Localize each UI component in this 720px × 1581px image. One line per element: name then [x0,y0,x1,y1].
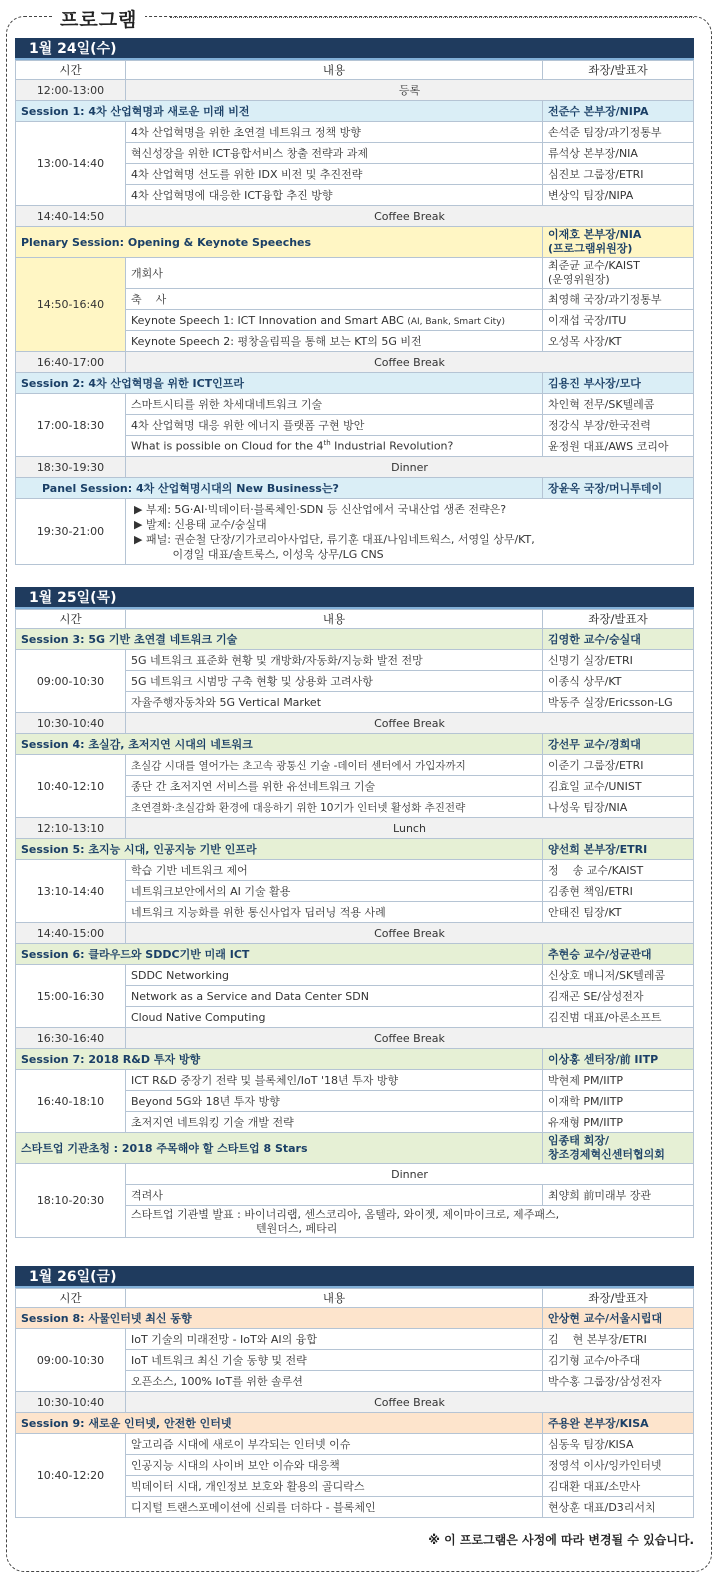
col-content-header: 내용 [126,61,543,80]
table-row: 17:00-18:30 스마트시티를 위한 차세대네트워크 기술 차인혁 전무/SK텔레콤 [16,394,694,415]
coffee-break-row: 14:40-14:50 Coffee Break [16,206,694,227]
table-row: 자율주행자동차와 5G Vertical Market 박동주 실장/Ericsson-LG [16,692,694,713]
table-row: 09:00-10:30 5G 네트워크 표준화 현황 및 개방화/자동화/지능화 발전 전망 신명기 실장/ETRI [16,650,694,671]
day-2-header: 1월 25일(목) [15,587,694,609]
session-8-row: Session 8: 사물인터넷 최신 동향 안상현 교수/서울시립대 [16,1308,694,1329]
table-row: 15:00-16:30 SDDC Networking 신상호 매니저/SK텔레콤 [16,965,694,986]
table-row: 격려사 최양희 前미래부 장관 [16,1185,694,1206]
coffee-break-row: 16:40-17:00 Coffee Break [16,352,694,373]
table-row: 13:10-14:40 학습 기반 네트워크 제어 정 송 교수/KAIST [16,860,694,881]
coffee-break-row: 10:30-10:40 Coffee Break [16,713,694,734]
col-time-header: 시간 [16,610,126,629]
day-3-block [15,1266,694,1518]
panel-session-row: Panel Session: 4차 산업혁명시대의 New Business는? 장윤옥 국장/머니투데이 [16,478,694,499]
title-divider [170,17,694,18]
session-7-row: Session 7: 2018 R&D 투자 방향 이상홍 센터장/前 IITP [16,1049,694,1070]
table-row: 초연결화·초실감화 환경에 대응하기 위한 10기가 인터넷 활성화 추진전략 나성욱 팀장/NIA [16,797,694,818]
table-row: 14:50-16:40 개회사 최준균 교수/KAIST (운영위원장) [16,258,694,289]
table-row: IoT 네트워크 최신 기술 동향 및 전략 김기형 교수/아주대 [16,1350,694,1371]
table-row: 종단 간 초저지연 서비스를 위한 유선네트워크 기술 김효일 교수/UNIST [16,776,694,797]
dinner-row: 18:30-19:30 Dinner [16,457,694,478]
col-content-header: 내용 [126,1289,543,1308]
table-row: 오픈소스, 100% IoT를 위한 솔루션 박수홍 그룹장/삼성전자 [16,1371,694,1392]
change-notice: ※ 이 프로그램은 사정에 따라 변경될 수 있습니다. [428,1533,694,1547]
coffee-break-row: 10:30-10:40 Coffee Break [16,1392,694,1413]
day-1-header: 1월 24일(수) [15,38,694,60]
table-row: 5G 네트워크 시범망 구축 현황 및 상용화 고려사항 이종식 상무/KT [16,671,694,692]
startup-session-row: 스타트업 기관초청 : 2018 주목해야 할 스타트업 8 Stars 임종태 회장/ 창조경제혁신센터협의회 [16,1133,694,1164]
table-row: 16:40-18:10 ICT R&D 중장기 전략 및 블록체인/IoT '18년 투자 방향 박현제 PM/IITP [16,1070,694,1091]
lunch-row: 12:10-13:10 Lunch [16,818,694,839]
table-row: 인공지능 시대의 사이버 보안 이슈와 대응책 정영석 이사/잉카인터넷 [16,1455,694,1476]
table-row: Keynote Speech 1: ICT Innovation and Smart ABC (AI, Bank, Smart City) 이재섭 국장/ITU [16,310,694,331]
table-row: 09:00-10:30 IoT 기술의 미래전망 - IoT와 AI의 융합 김 현 본부장/ETRI [16,1329,694,1350]
day-2-block [15,587,694,1238]
table-row: Cloud Native Computing 김진범 대표/아론소프트 [16,1007,694,1028]
session-3-row: Session 3: 5G 기반 초연결 네트워크 기술 김영한 교수/숭실대 [16,629,694,650]
col-chair-header: 좌장/발표자 [543,610,694,629]
table-row: 10:40-12:20 알고리즘 시대에 새로이 부각되는 인터넷 이슈 심동욱 팀장/KISA [16,1434,694,1455]
table-row: 네트워크보안에서의 AI 기술 활용 김종현 책임/ETRI [16,881,694,902]
session-4-row: Session 4: 초실감, 초저지연 시대의 네트워크 강선무 교수/경희대 [16,734,694,755]
day-1-block [15,38,694,565]
table-row: Keynote Speech 2: 평창올림픽을 통해 보는 KT의 5G 비전 오성목 사장/KT [16,331,694,352]
table-row: 디지털 트랜스포메이션에 신뢰를 더하다 - 블록체인 현상훈 대표/D3리서치 [16,1497,694,1518]
day-3-header: 1월 26일(금) [15,1266,694,1288]
table-row: Beyond 5G와 18년 투자 방향 이재학 PM/IITP [16,1091,694,1112]
col-time-header: 시간 [16,61,126,80]
table-row: 스타트업 기관별 발표 : 바이너리랩, 센스코리아, 옴텔라, 와이젯, 제이마이크로, 제주패스, 텐원더스, 페타리 [16,1206,694,1238]
table-row: 축 사 최영해 국장/과기정통부 [16,289,694,310]
day-2-table [15,609,694,1238]
table-row: 초저지연 네트워킹 기술 개발 전략 유재형 PM/IITP [16,1112,694,1133]
panel-details: ▶ 부제: 5G·AI·빅데이터·블록체인·SDN 등 신산업에서 국내산업 생존 전략은? ▶ 발제: 신용태 교수/숭실대 ▶ 패널: 권순철 단장/기가코리아사업단, 류기훈 대표/나임네트웍스, 서영일 상무/KT, 이경일 대표/솔트룩스, 이성욱 상무/LG CNS [126,499,694,565]
table-row: 4차 산업혁명 대응 위한 에너지 플랫폼 구현 방안 정강식 부장/한국전력 [16,415,694,436]
session-5-row: Session 5: 초지능 시대, 인공지능 기반 인프라 양선희 본부장/ETRI [16,839,694,860]
col-time-header: 시간 [16,1289,126,1308]
session-1-row: Session 1: 4차 산업혁명과 새로운 미래 비전 전준수 본부장/NIPA [16,101,694,122]
table-row: 네트워크 지능화를 위한 통신사업자 딥러닝 적용 사례 안태진 팀장/KT [16,902,694,923]
col-content-header: 내용 [126,610,543,629]
col-chair-header: 좌장/발표자 [543,61,694,80]
page-title: 프로그램 [52,5,145,32]
day-1-table [15,60,694,565]
registration-row: 12:00-13:00 등록 [16,80,694,101]
table-row: 10:40-12:10 초실감 시대를 열어가는 초고속 광통신 기술 -데이터 센터에서 가입자까지 이준기 그룹장/ETRI [16,755,694,776]
table-row: What is possible on Cloud for the 4th Industrial Revolution? 윤정원 대표/AWS 코리아 [16,436,694,457]
table-row: 4차 산업혁명에 대응한 ICT융합 추진 방향 변상익 팀장/NIPA [16,185,694,206]
table-row: 13:00-14:40 4차 산업혁명을 위한 초연결 네트워크 정책 방향 손석준 팀장/과기정통부 [16,122,694,143]
session-2-row: Session 2: 4차 산업혁명을 위한 ICT인프라 김용진 부사장/모다 [16,373,694,394]
table-row: 4차 산업혁명 선도를 위한 IDX 비전 및 추진전략 심진보 그룹장/ETRI [16,164,694,185]
table-row: 18:10-20:30 Dinner [16,1164,694,1185]
day-3-table [15,1288,694,1518]
table-row: Network as a Service and Data Center SDN 김재곤 SE/삼성전자 [16,986,694,1007]
coffee-break-row: 16:30-16:40 Coffee Break [16,1028,694,1049]
session-9-row: Session 9: 새로운 인터넷, 안전한 인터넷 주용완 본부장/KISA [16,1413,694,1434]
table-row: 빅데이터 시대, 개인정보 보호와 활용의 골디락스 김대환 대표/소만사 [16,1476,694,1497]
coffee-break-row: 14:40-15:00 Coffee Break [16,923,694,944]
col-chair-header: 좌장/발표자 [543,1289,694,1308]
session-6-row: Session 6: 클라우드와 SDDC기반 미래 ICT 추현승 교수/성균관대 [16,944,694,965]
table-row: 19:30-21:00 ▶ 부제: 5G·AI·빅데이터·블록체인·SDN 등 신산업에서 국내산업 생존 전략은? ▶ 발제: 신용태 교수/숭실대 ▶ 패널: 권순철 단장/기가코리아사업단, 류기훈 대표/나임네트웍스, 서영일 상무/KT, 이경일 대표/솔트룩스, 이성욱 상무/LG CNS [16,499,694,565]
table-row: 혁신성장을 위한 ICT융합서비스 창출 전략과 과제 류석상 본부장/NIA [16,143,694,164]
plenary-session-row: Plenary Session: Opening & Keynote Speeches 이재호 본부장/NIA (프로그램위원장) [16,227,694,258]
